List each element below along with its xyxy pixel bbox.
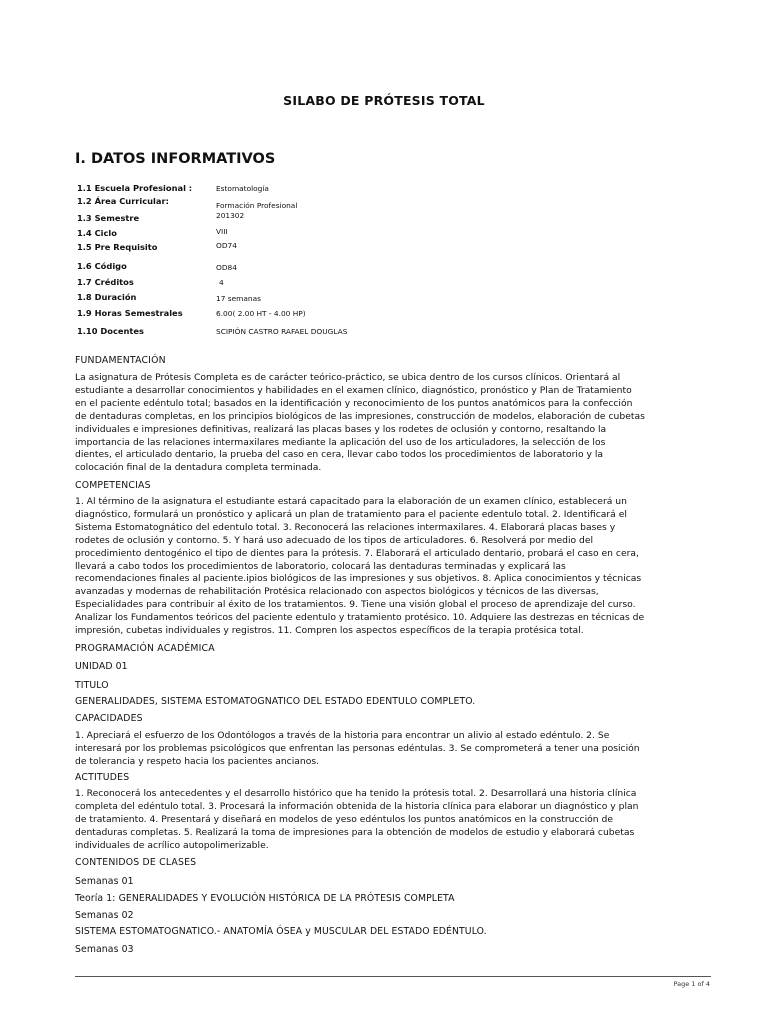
info-label-escuela: 1.1 Escuela Profesional : [77,183,193,193]
competencias-heading: COMPETENCIAS [75,480,151,491]
info-label-prerequisito: 1.5 Pre Requisito [77,242,158,252]
info-value-duracion: 17 semanas [216,294,261,303]
info-label-codigo: 1.6 Código [77,261,127,271]
programacion-heading: PROGRAMACIÓN ACADÉMICA [75,643,215,654]
page-number: Page 1 of 4 [673,980,710,988]
titulo-heading: TITULO [75,680,109,691]
section-heading: I. DATOS INFORMATIVOS [75,151,276,167]
info-value-semestre: 201302 [216,211,245,220]
unidad-label: UNIDAD 01 [75,661,128,672]
info-value-creditos: 4 [219,278,224,287]
contenidos-heading: CONTENIDOS DE CLASES [75,857,197,868]
info-label-duracion: 1.8 Duración [77,292,137,302]
footer-divider [75,976,711,977]
document-title: SILABO DE PRÓTESIS TOTAL [283,93,485,108]
info-label-creditos: 1.7 Créditos [77,277,134,287]
capacidades-text: 1. Apreciará el esfuerzo de los Odontólogos a través de la historia para encontrar un alivio al estado edéntulo. 2. Se interesará por los problemas psicológicos que enfrentan las personas edéntulas. 3. Se comprometerá a tener una posición de tolerancia y respeto hacia los pacientes ancianos. [75,730,640,767]
semana-label: Semanas 01 [75,876,134,887]
fundamentacion-text: La asignatura de Prótesis Completa es de carácter teórico-práctico, se ubica dentro de los cursos clínicos. Orientará al estudiante a desarrollar conocimientos y habilidades en el examen clínico, diagnóstico, pronóstico y Plan de Tratamiento en el paciente edéntulo total; basados en la identificación y reconocimiento de los puntos anatómicos para la confección de dentaduras completas, en los principios biológicos de las impresiones, construcción de modelos, elaboración de cubetas individuales e impresiones definitivas, realizará las placas bases y los rodetes de oclusión y contorno, resaltando la importancia de las relaciones intermaxilares mediante la aplicación del uso de los articuladores, la selección de los dientes, el articulado dentario, la prueba del caso en cera, llevar cabo todos los procedimientos de laboratorio y la colocación final de la dentadura completa terminada. [75,372,645,474]
info-value-prerequisito: OD74 [216,241,237,250]
info-value-ciclo: VIII [216,227,228,236]
info-value-escuela: Estomatología [216,184,269,193]
fundamentacion-heading: FUNDAMENTACIÓN [75,355,166,366]
semana-content: Teoría 1: GENERALIDADES Y EVOLUCIÓN HISTÓRICA DE LA PRÓTESIS COMPLETA [75,893,455,904]
info-value-horas: 6.00( 2.00 HT - 4.00 HP) [216,309,306,318]
info-value-area: Formación Profesional [216,201,298,210]
info-label-docentes: 1.10 Docentes [77,326,144,336]
info-label-ciclo: 1.4 Ciclo [77,228,117,238]
info-label-semestre: 1.3 Semestre [77,213,140,223]
actitudes-heading: ACTITUDES [75,772,130,783]
titulo-text: GENERALIDADES, SISTEMA ESTOMATOGNATICO DEL ESTADO EDENTULO COMPLETO. [75,696,476,707]
info-label-horas: 1.9 Horas Semestrales [77,308,183,318]
semana-label: Semanas 03 [75,944,134,955]
info-label-area: 1.2 Área Curricular: [77,196,169,206]
semana-content: SISTEMA ESTOMATOGNATICO.- ANATOMÍA ÓSEA y MUSCULAR DEL ESTADO EDÉNTULO. [75,926,487,937]
semana-label: Semanas 02 [75,910,134,921]
competencias-text: 1. Al término de la asignatura el estudiante estará capacitado para la elaboración de un examen clínico, establecerá un diagnóstico, formulará un pronóstico y aplicará un plan de tratamiento para el paciente edentulo total. 2. Identificará el Sistema Estomatognático del edentulo total. 3. Reconocerá las relaciones intermaxilares. 4. Elaborará placas bases y rodetes de oclusión y contorno. 5. Y hará uso adecuado de los tipos de articuladores. 6. Resolverá por medio del procedimiento dentogénico el tipo de dientes para la prótesis. 7. Elaborará el articulado dentario, probará el caso en cera, llevará a cabo todos los procedimientos de laboratorio, colocará las dentaduras terminadas y explicará las recomendaciones finales al paciente.ipios biológicos de las impresiones y sus objetivos. 8. Aplica conocimientos y técnicas avanzadas y modernas de rehabilitación Protésica relacionado con aspectos biológicos y técnicos de las diversas, Especialidades para contribuir al éxito de los tratamientos. 9. Tiene una visión global el proceso de aprendizaje del curso. Analizar los Fundamentos teóricos del paciente edentulo y tratamiento protésico. 10. Adquiere las destrezas en técnicas de impresión, cubetas individuales y registros. 11. Compren los aspectos específicos de la terapia protésica total. [75,496,645,637]
actitudes-text: 1. Reconocerá los antecedentes y el desarrollo histórico que ha tenido la prótesis total. 2. Desarrollará una historia clínica completa del edéntulo total. 3. Procesará la información obtenida de la historia clínica para elaborar un diagnóstico y plan de tratamiento. 4. Presentará y diseñará en modelos de yeso edéntulos los puntos anatómicos en la construcción de dentaduras completas. 5. Realizará la toma de impresiones para la obtención de modelos de estudio y elaborará cubetas individuales de acrílico autopolimerizable. [75,788,639,851]
info-value-docentes: SCIPIÓN CASTRO RAFAEL DOUGLAS [216,327,348,336]
capacidades-heading: CAPACIDADES [75,713,143,724]
info-value-codigo: OD84 [216,263,237,272]
